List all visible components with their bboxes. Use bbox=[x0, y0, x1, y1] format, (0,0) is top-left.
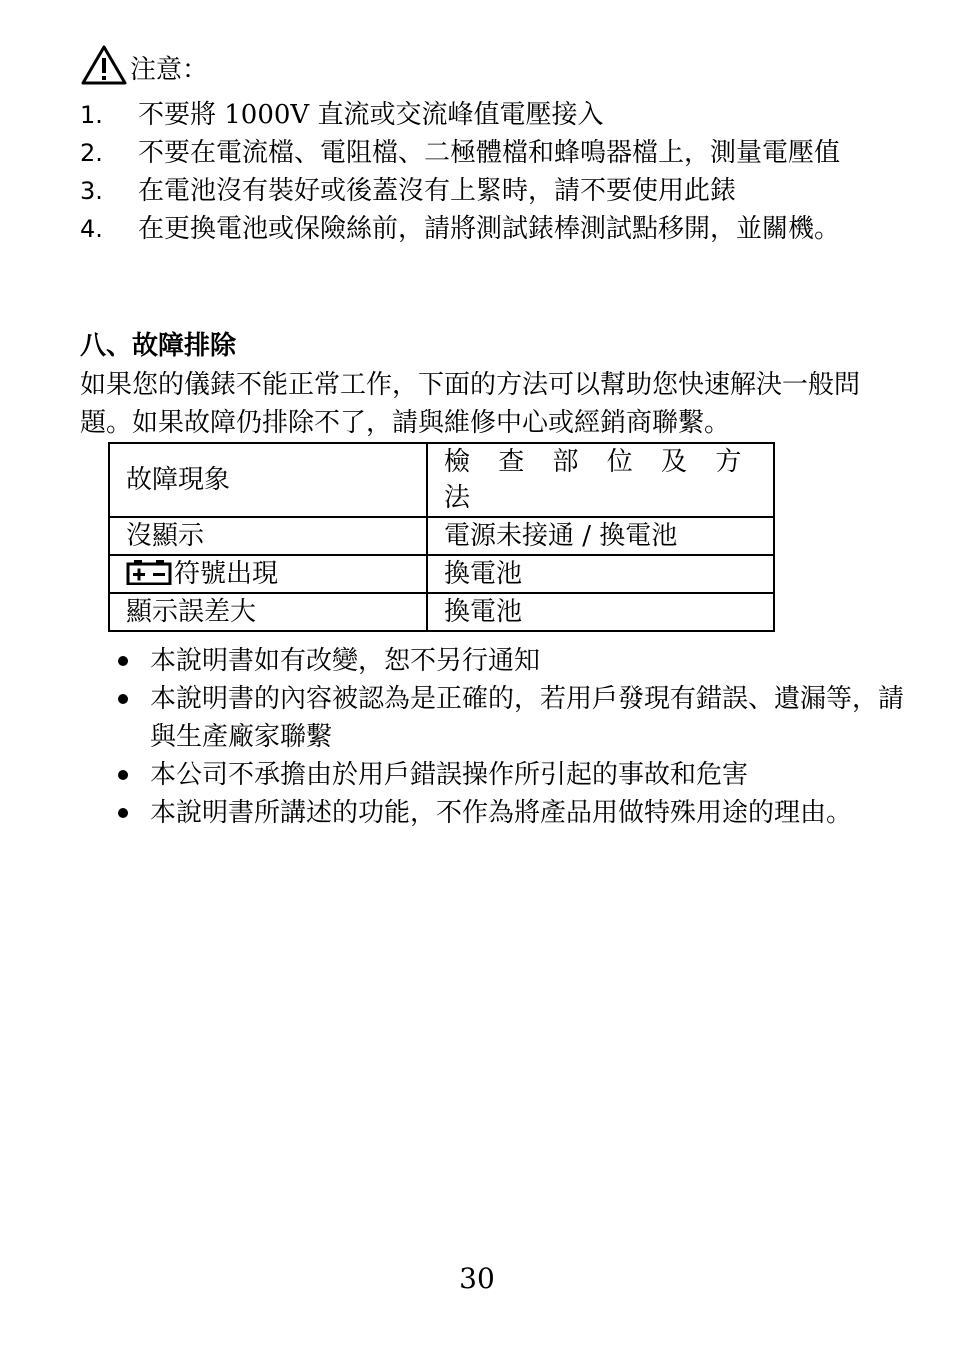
list-item-text: 不要在電流檔、電阻檔、二極體檔和蜂鳴器檔上，測量電壓值 bbox=[138, 138, 841, 168]
list-item-text: 在更換電池或保險絲前，請將測試錶棒測試點移開，並關機。 bbox=[138, 214, 841, 244]
table-cell: 沒顯示 bbox=[109, 517, 427, 555]
table-header-row bbox=[109, 443, 774, 517]
page-number: 30 bbox=[459, 1262, 495, 1295]
bullet-dot-icon bbox=[118, 656, 128, 666]
table-cell: 電源未接通 / 換電池 bbox=[427, 517, 774, 555]
list-item-text: 不要將 1000V 直流或交流峰值電壓接入 bbox=[138, 100, 604, 130]
bullet-dot-icon bbox=[118, 694, 128, 704]
table-cell bbox=[109, 555, 427, 593]
table-cell: 換電池 bbox=[427, 555, 774, 593]
notice-bullet-list bbox=[108, 642, 908, 832]
list-item-number: 4. bbox=[80, 215, 103, 243]
table-row bbox=[109, 593, 774, 631]
table-header-cell: 檢 查 部 位 及 方 法 bbox=[427, 443, 774, 517]
table-cell: 顯示誤差大 bbox=[109, 593, 427, 631]
list-item bbox=[80, 134, 910, 172]
list-item bbox=[80, 96, 910, 134]
caution-label: 注意： bbox=[130, 55, 209, 85]
table-row bbox=[109, 517, 774, 555]
troubleshooting-table bbox=[108, 442, 775, 632]
list-item-text: 本說明書的內容被認為是正確的，若用戶發現有錯誤、遺漏等，請與生產廠家聯繫 bbox=[150, 684, 905, 752]
table-cell-text: 符號出現 bbox=[174, 559, 279, 589]
warning-triangle-icon bbox=[80, 44, 128, 86]
list-item-number: 1. bbox=[80, 101, 103, 129]
list-item-number: 3. bbox=[80, 177, 103, 205]
caution-heading bbox=[80, 42, 208, 86]
list-item-number: 2. bbox=[80, 139, 103, 167]
list-item-text: 在電池沒有裝好或後蓋沒有上緊時，請不要使用此錶 bbox=[138, 176, 737, 206]
table-header-cell: 故障現象 bbox=[109, 443, 427, 517]
section-intro: 如果您的儀錶不能正常工作，下面的方法可以幫助您快速解決一般問題。如果故障仍排除不了，請與維修中心或經銷商聯繫。 bbox=[80, 370, 861, 438]
list-item-text: 本公司不承擔由於用戶錯誤操作所引起的事故和危害 bbox=[150, 760, 749, 790]
bullet-dot-icon bbox=[118, 808, 128, 818]
list-item bbox=[80, 210, 910, 248]
table-cell: 換電池 bbox=[427, 593, 774, 631]
list-item bbox=[108, 680, 908, 756]
battery-icon bbox=[126, 559, 172, 585]
table-row bbox=[109, 555, 774, 593]
list-item bbox=[108, 794, 908, 832]
list-item bbox=[108, 642, 908, 680]
list-item bbox=[108, 756, 908, 794]
list-item-text: 本說明書所講述的功能，不作為將產品用做特殊用途的理由。 bbox=[150, 798, 853, 828]
bullet-dot-icon bbox=[118, 770, 128, 780]
safety-numbered-list bbox=[80, 96, 910, 248]
list-item bbox=[80, 172, 910, 210]
list-item-text: 本說明書如有改變，恕不另行通知 bbox=[150, 646, 541, 676]
section-title: 八、故障排除 bbox=[80, 331, 237, 361]
